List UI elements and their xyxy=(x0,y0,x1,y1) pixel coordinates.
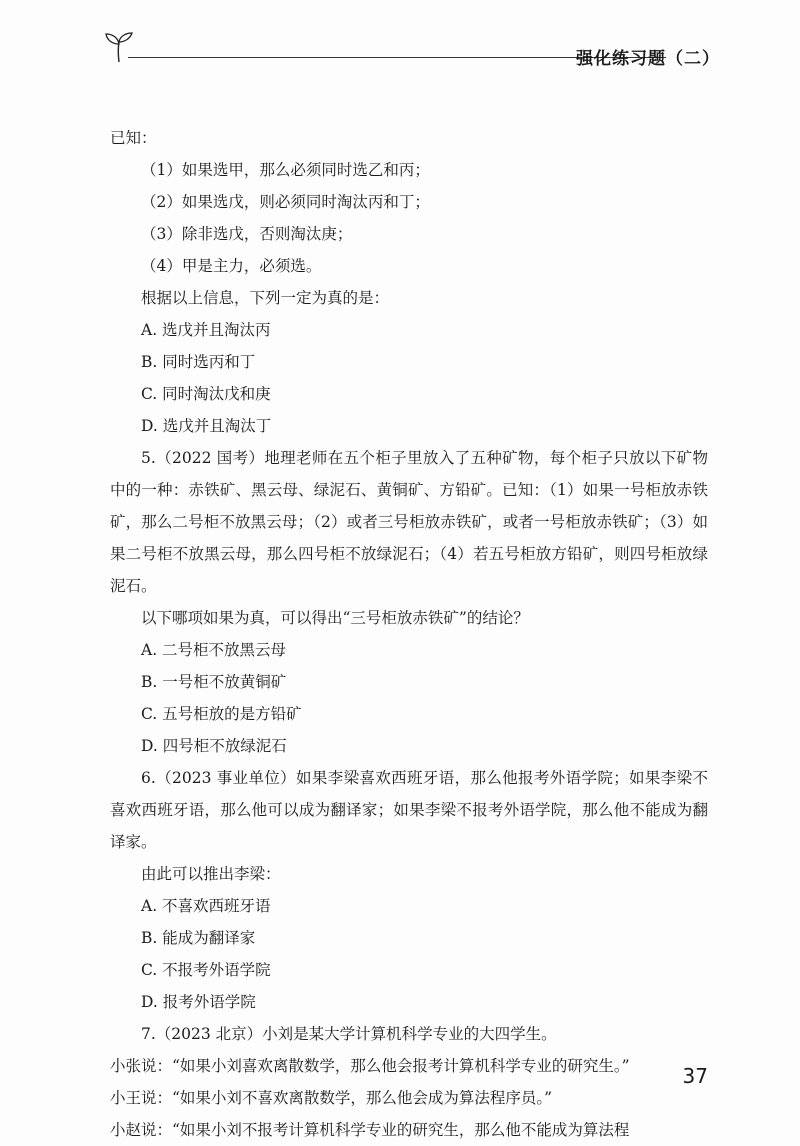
q5-option-d: D. 四号柜不放绿泥石 xyxy=(141,737,287,755)
condition-4: （4）甲是主力，必须选。 xyxy=(141,257,322,275)
q4-option-b: B. 同时选丙和丁 xyxy=(141,353,256,371)
q6-option-a: A. 不喜欢西班牙语 xyxy=(141,897,271,915)
q6-option-d: D. 报考外语学院 xyxy=(141,993,256,1011)
q4-option-a: A. 选戊并且淘汰丙 xyxy=(141,321,271,339)
q4-option-c: C. 同时淘汰戊和庚 xyxy=(141,385,271,403)
condition-1: （1）如果选甲，那么必须同时选乙和丙； xyxy=(141,161,430,179)
q5-option-c: C. 五号柜放的是方铅矿 xyxy=(141,705,302,723)
section-title: 强化练习题（二） xyxy=(576,49,720,69)
q7-statement-wang: 小王说：“如果小刘不喜欢离散数学，那么他会成为算法程序员。” xyxy=(110,1089,553,1107)
page-number: 37 xyxy=(682,1064,708,1088)
q7-stem: 7.（2023 北京）小刘是某大学计算机科学专业的大四学生。 xyxy=(141,1025,557,1043)
condition-2: （2）如果选戊，则必须同时淘汰丙和丁； xyxy=(141,193,430,211)
q5-stem: 5.（2022 国考）地理老师在五个柜子里放入了五种矿物，每个柜子只放以下矿物中的一种：赤铁矿、黑云母、绿泥石、黄铜矿、方铅矿。已知：（1）如果一号柜放赤铁矿，那么二号柜不放黑云母；（2）或者三号柜放赤铁矿，或者一号柜放赤铁矿；（3）如果二号柜不放黑云母，那么四号柜不放绿泥石；（4）若五号柜放方铅矿，则四号柜放绿泥石。 xyxy=(110,449,708,595)
q4-option-d: D. 选戊并且淘汰丁 xyxy=(141,417,272,435)
q6-stem: 6.（2023 事业单位）如果李梁喜欢西班牙语，那么他报考外语学院；如果李梁不喜欢西班牙语，那么他可以成为翻译家；如果李梁不报考外语学院，那么他不能成为翻译家。 xyxy=(110,769,708,851)
q7-statement-zhao: 小赵说：“如果小刘不报考计算机科学专业的研究生，那么他不能成为算法程 xyxy=(110,1121,630,1139)
q7-statement-zhang: 小张说：“如果小刘喜欢离散数学，那么他会报考计算机科学专业的研究生。” xyxy=(110,1057,630,1075)
q4-question: 根据以上信息，下列一定为真的是： xyxy=(141,289,390,307)
q5-question: 以下哪项如果为真，可以得出“三号柜放赤铁矿”的结论？ xyxy=(141,609,529,627)
q6-option-b: B. 能成为翻译家 xyxy=(141,929,256,947)
q5-option-b: B. 一号柜不放黄铜矿 xyxy=(141,673,287,691)
q6-option-c: C. 不报考外语学院 xyxy=(141,961,271,979)
condition-3: （3）除非选戊，否则淘汰庚； xyxy=(141,225,353,243)
known-label: 已知： xyxy=(110,129,157,147)
q6-question: 由此可以推出李梁： xyxy=(141,865,281,883)
page-body xyxy=(110,122,708,1146)
q5-option-a: A. 二号柜不放黑云母 xyxy=(141,641,287,659)
page-header xyxy=(104,30,724,70)
sprout-icon xyxy=(104,30,134,64)
